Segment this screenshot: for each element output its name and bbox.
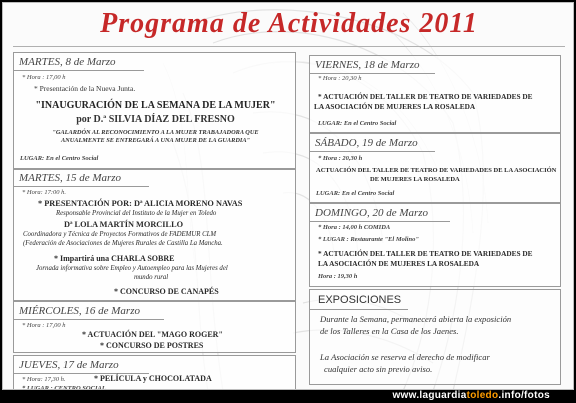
day-heading: JUEVES, 17 de Marzo <box>19 359 119 371</box>
event-location: * LUGAR : CENTRO SOCIAL <box>22 385 106 390</box>
day-underline <box>310 73 435 74</box>
event-item: * Presentación de la Nueva Junta. <box>34 84 136 93</box>
event-location: LUGAR: En el Centro Social <box>20 155 99 162</box>
exhibitions-heading: EXPOSICIONES <box>318 294 402 306</box>
day-underline <box>14 70 144 71</box>
event-item: LA ASOCIACIÓN DE MUJERES LA ROSALEDA <box>318 259 480 268</box>
event-item: * ACTUACIÓN DEL "MAGO ROGER" <box>82 330 223 339</box>
event-heading: "INAUGURACIÓN DE LA SEMANA DE LA MUJER" <box>35 100 276 111</box>
event-item: * CONCURSO DE POSTRES <box>100 341 204 350</box>
day-underline <box>14 186 149 187</box>
event-time: * Hora : 17,00 h <box>22 74 66 81</box>
exhibitions-box <box>309 289 561 385</box>
event-item: LA ASOCIACIÓN DE MUJERES LA ROSALEDA <box>314 102 476 111</box>
event-box-domingo-20 <box>309 203 561 287</box>
talk-title: * Impartirá una CHARLA SOBRE <box>54 254 175 263</box>
exhibitions-text-1: Durante la Semana, permanecerá abierta la exposición <box>320 314 512 324</box>
presenter-1-role: Responsable Provincial del Instituto de la Mujer en Toledo <box>56 210 217 217</box>
event-location: LUGAR: En el Centro Social <box>318 120 397 127</box>
event-box-jueves-17 <box>13 355 296 390</box>
event-location: LUGAR: En el Centro Social <box>316 190 395 197</box>
event-time: * Hora : 20,30 h <box>318 155 363 162</box>
event-box-sabado-19 <box>309 133 561 203</box>
event-quote-line-1: "GALARDÓN AL RECONOCIMIENTO A LA MUJER TRABAJADORA QUE <box>52 129 259 136</box>
title-divider <box>13 46 565 47</box>
url-part-2: toledo <box>466 390 499 401</box>
notice-text-2: cualquier acto sin previo aviso. <box>324 364 433 374</box>
event-item: * PELÍCULA y CHOCOLATADA <box>94 374 212 383</box>
url-part-3: .info/fotos <box>498 390 550 401</box>
poster <box>2 2 574 390</box>
presenter-2: Dª LOLA MARTÍN MORCILLO <box>64 220 184 229</box>
event-box-martes-8 <box>13 52 296 169</box>
heading-underline <box>310 309 408 310</box>
talk-topic-2: mundo rural <box>134 274 169 281</box>
day-heading: VIERNES, 18 de Marzo <box>315 59 420 71</box>
day-heading: MIÉRCOLES, 16 de Marzo <box>19 305 140 317</box>
event-time: * Hora : 14,00 h COMIDA <box>318 224 391 231</box>
watermark-url <box>0 390 576 403</box>
day-heading: MARTES, 8 de Marzo <box>19 56 116 68</box>
day-underline <box>14 319 164 320</box>
talk-topic-1: Jornada informativa sobre Empleo y Autoempleo para las Mujeres del <box>36 265 228 272</box>
event-time: * Hora : 17,00 h <box>22 322 66 329</box>
day-underline <box>310 151 435 152</box>
event-item: ACTUACIÓN DEL TALLER DE TEATRO DE VARIEDADES DE LA ASOCIACIÓN <box>316 167 557 174</box>
event-location: * LUGAR : Restaurante "El Molino" <box>318 236 419 243</box>
event-speaker: por D.ª SILVIA DÍAZ DEL FRESNO <box>76 114 235 125</box>
event-time: * Hora: 17:00 h. <box>22 189 67 196</box>
notice-text-1: La Asociación se reserva el derecho de modificar <box>320 352 490 362</box>
event-box-martes-15 <box>13 169 296 301</box>
exhibitions-text-2: de los Talleres en la Casa de los Jaenes. <box>320 326 459 336</box>
event-time: * Hora : 20,30 h <box>318 75 362 82</box>
event-time: * Hora: 17,30 h. <box>22 376 66 383</box>
event-item: * ACTUACIÓN DEL TALLER DE TEATRO DE VARIEDADES DE <box>318 249 533 258</box>
day-underline <box>310 221 450 222</box>
presenter-1: * PRESENTACIÓN POR: Dª ALICIA MORENO NAVAS <box>38 199 243 208</box>
event-box-miercoles-16 <box>13 301 296 353</box>
day-heading: MARTES, 15 de Marzo <box>19 172 122 184</box>
presenter-2-role-2: (Federación de Asociaciones de Mujeres Rurales de Castilla La Mancha. <box>23 240 223 247</box>
url-part-1: www.laguardia <box>392 390 467 401</box>
event-item: * ACTUACIÓN DEL TALLER DE TEATRO DE VARIEDADES DE <box>318 92 533 101</box>
event-quote-line-2: ANUALMENTE SE ENTREGARÁ A UNA MUJER DE LA GUARDIA" <box>60 137 251 144</box>
page-title: Programa de Actividades 2011 <box>100 8 478 39</box>
presenter-2-role-1: Coordinadora y Técnica de Proyectos Formativos de FADEMUR CLM <box>23 231 217 238</box>
day-heading: DOMINGO, 20 de Marzo <box>315 207 429 219</box>
day-heading: SÁBADO, 19 de Marzo <box>315 137 418 149</box>
event-box-viernes-18 <box>309 55 561 133</box>
contest: * CONCURSO DE CANAPÉS <box>114 287 219 296</box>
event-item: DE MUJERES LA ROSALEDA <box>370 176 460 183</box>
event-time-2: Hora : 19,30 h <box>318 273 358 280</box>
